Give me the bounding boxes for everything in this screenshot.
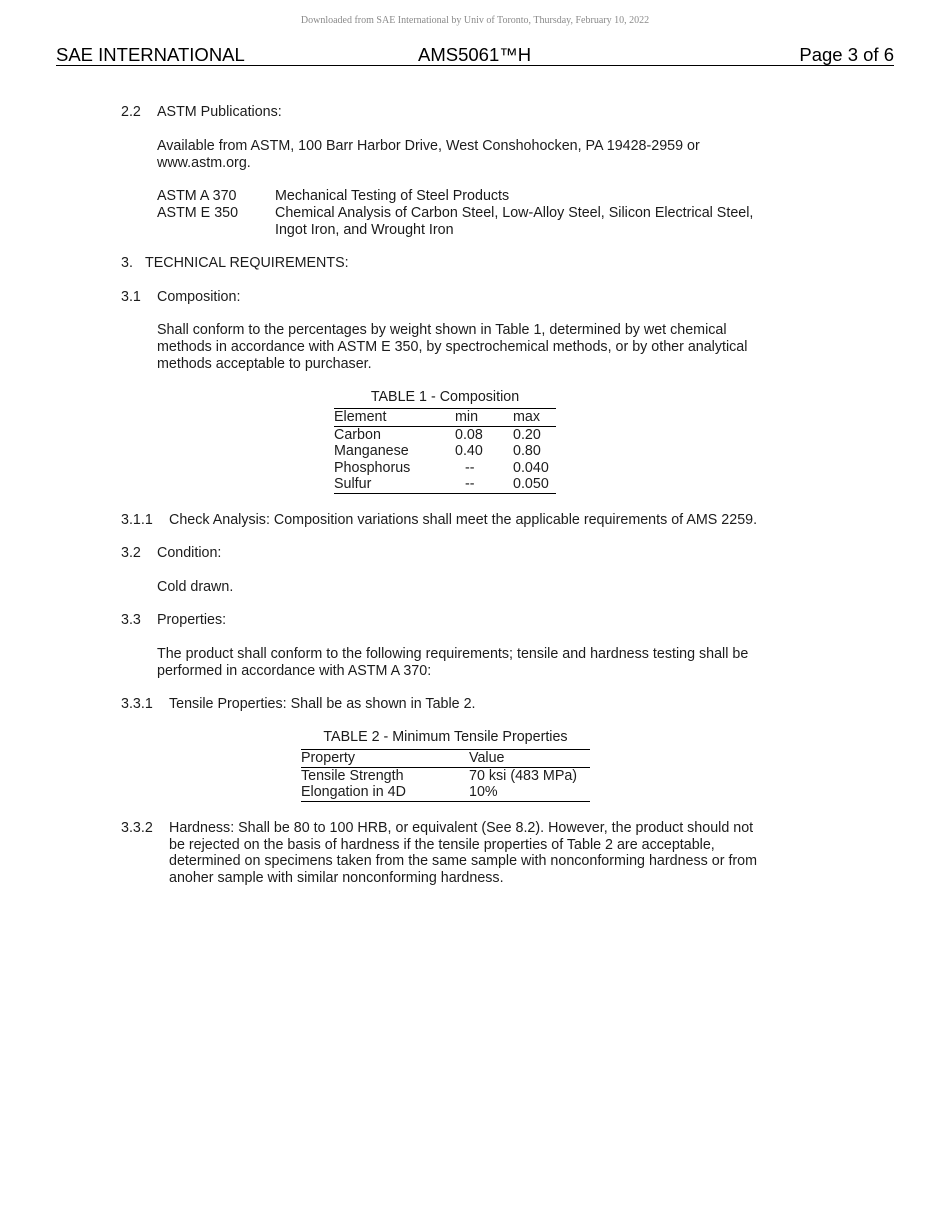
column-header: max (513, 409, 556, 427)
section-2-2-title: ASTM Publications: (157, 104, 282, 120)
hardness-text-line-4: anoher sample with similar nonconforming hardness. (169, 870, 504, 886)
astm-availability-line-1: Available from ASTM, 100 Barr Harbor Drive, West Conshohocken, PA 19428-2959 or (157, 138, 700, 154)
tensile-properties-table (301, 749, 590, 802)
download-watermark: Downloaded from SAE International by Univ of Toronto, Thursday, February 10, 2022 (300, 15, 650, 26)
section-3-title: TECHNICAL REQUIREMENTS: (145, 255, 349, 271)
section-3-1-1-number: 3.1.1 (121, 512, 153, 528)
composition-text-line-1: Shall conform to the percentages by weight shown in Table 1, determined by wet chemical (157, 322, 727, 338)
table-row (301, 784, 590, 801)
hardness-text-line-2: be rejected on the basis of hardness if the tensile properties of Table 2 are acceptable, (169, 837, 715, 853)
element-cell: Sulfur (334, 476, 455, 493)
table-row (301, 767, 590, 784)
section-3-3-number: 3.3 (121, 612, 141, 628)
reference-item (157, 188, 797, 205)
column-header: Value (469, 750, 590, 768)
hardness-text-line-3: determined on specimens taken from the same sample with nonconforming hardness or from (169, 853, 758, 869)
section-3-2-title: Condition: (157, 545, 222, 561)
value-cell: 70 ksi (483 MPa) (469, 767, 578, 784)
max-cell: 0.050 (513, 476, 556, 493)
column-header: Property (301, 750, 469, 768)
section-3-3-1-number: 3.3.1 (121, 696, 153, 712)
property-cell: Tensile Strength (301, 767, 404, 784)
reference-title: Chemical Analysis of Carbon Steel, Low-Alloy Steel, Silicon Electrical Steel, (275, 205, 754, 221)
properties-text-line-1: The product shall conform to the following requirements; tensile and hardness testing shall be (157, 646, 749, 662)
reference-title-continued: Ingot Iron, and Wrought Iron (275, 222, 454, 238)
condition-text: Cold drawn. (157, 579, 234, 595)
table-1-caption: TABLE 1 - Composition (370, 389, 520, 405)
table-2-caption: TABLE 2 - Minimum Tensile Properties (323, 729, 568, 745)
table-row (334, 476, 556, 493)
min-cell: -- (455, 476, 513, 493)
check-analysis-text: Check Analysis: Composition variations shall meet the applicable requirements of AMS 2259. (169, 512, 758, 528)
max-cell: 0.80 (513, 443, 541, 459)
publisher-name: SAE INTERNATIONAL (56, 44, 245, 65)
section-3-2-number: 3.2 (121, 545, 141, 561)
composition-text-line-3: methods acceptable to purchaser. (157, 356, 372, 372)
section-3-3-title: Properties: (157, 612, 227, 628)
tensile-properties-text: Tensile Properties: Shall be as shown in Table 2. (169, 696, 476, 712)
max-cell: 0.20 (513, 426, 541, 443)
property-cell: Elongation in 4D (301, 784, 469, 801)
element-cell: Carbon (334, 426, 381, 443)
reference-item (157, 205, 797, 239)
composition-text-line-2: methods in accordance with ASTM E 350, by spectrochemical methods, or by other analytical (157, 339, 748, 355)
astm-availability-line-2: www.astm.org. (157, 155, 251, 171)
column-header: Element (334, 409, 455, 427)
section-3-1-title: Composition: (157, 289, 241, 305)
section-3-number: 3. (121, 255, 133, 271)
element-cell: Phosphorus (334, 459, 411, 476)
composition-table (334, 408, 556, 494)
table-header-row (334, 409, 556, 427)
column-header: min (455, 409, 513, 427)
table-row (334, 443, 556, 460)
value-cell: 10% (469, 784, 590, 801)
hardness-text-line-1: Hardness: Shall be 80 to 100 HRB, or equivalent (See 8.2). However, the product should not (169, 820, 754, 836)
section-3-1-number: 3.1 (121, 289, 141, 305)
reference-code: ASTM E 350 (157, 205, 239, 221)
min-cell: 0.08 (455, 426, 483, 443)
page-number: Page 3 of 6 (799, 44, 894, 65)
min-cell: 0.40 (455, 443, 483, 459)
page-header (56, 44, 894, 66)
table-row (334, 460, 556, 477)
section-3-3-2-number: 3.3.2 (121, 820, 153, 836)
max-cell: 0.040 (513, 459, 549, 476)
reference-title: Mechanical Testing of Steel Products (275, 188, 510, 204)
table-row (334, 426, 556, 443)
document-number: AMS5061™H (418, 44, 532, 65)
section-2-2-number: 2.2 (121, 104, 141, 120)
properties-text-line-2: performed in accordance with ASTM A 370: (157, 663, 432, 679)
table-header-row (301, 750, 590, 768)
reference-code: ASTM A 370 (157, 188, 237, 204)
element-cell: Manganese (334, 443, 409, 459)
min-cell: -- (465, 459, 475, 476)
